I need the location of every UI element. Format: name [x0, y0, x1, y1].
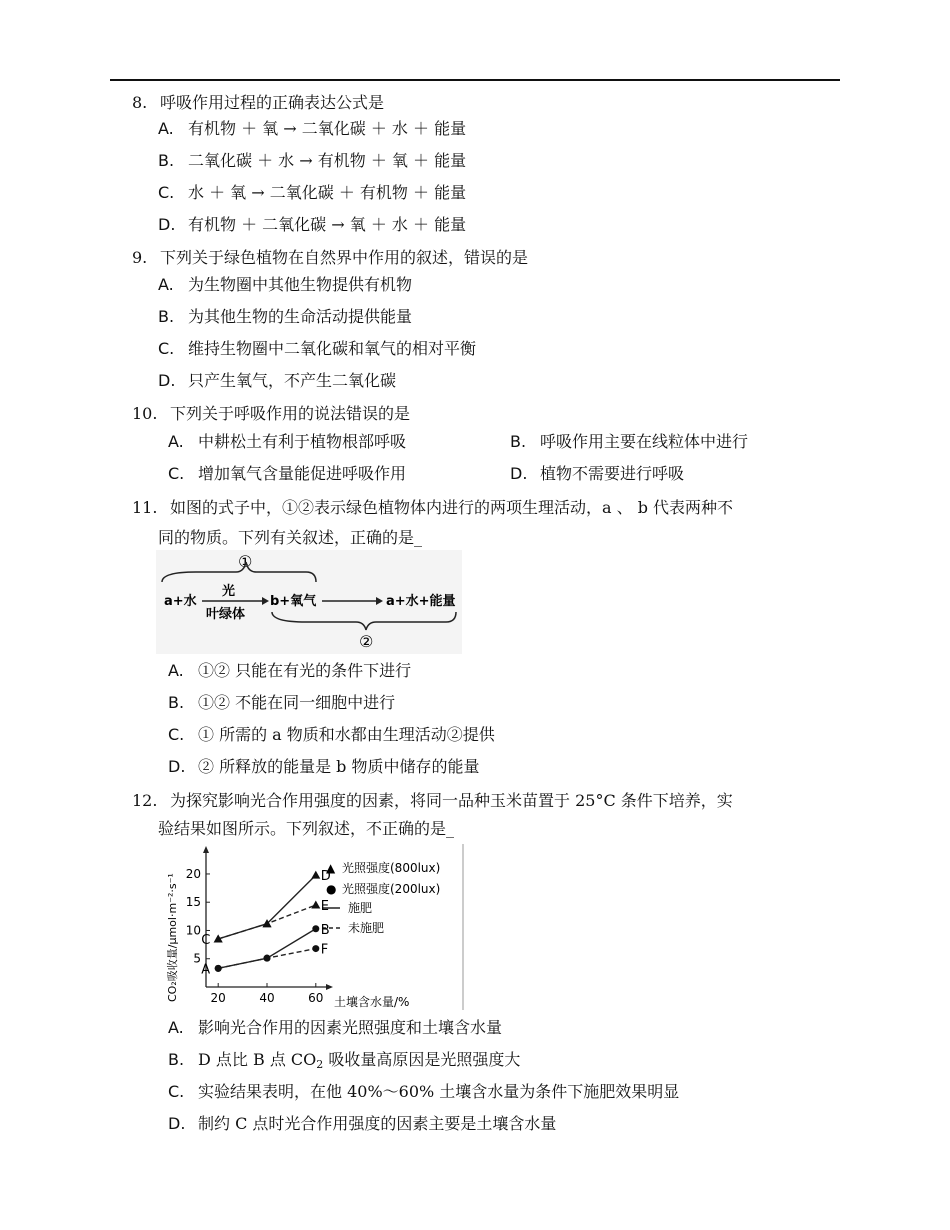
q8-number: 8.	[132, 93, 148, 112]
q12-number: 12.	[132, 791, 158, 810]
y-tick-label-10: 10	[185, 923, 201, 938]
header-rule	[110, 79, 840, 81]
q10-stem: 10. 下列关于呼吸作用的说法错误的是	[132, 404, 411, 423]
q9-stem: 9. 下列关于绿色植物在自然界中作用的叙述，错误的是	[132, 248, 529, 267]
fig-arrow-bottom: 叶绿体	[206, 607, 246, 622]
x-tick-label-60: 60	[308, 991, 324, 1005]
q8-option-c[interactable]: C. 水 ＋ 氧 → 二氧化碳 ＋ 有机物 ＋ 能量	[158, 183, 467, 202]
x-tick-label-40: 40	[259, 991, 275, 1005]
arrow-1-head	[262, 597, 269, 605]
q12-chart	[158, 842, 468, 1012]
q8-option-b[interactable]: B. 二氧化碳 ＋ 水 → 有机物 ＋ 氧 ＋ 能量	[158, 151, 467, 170]
q12-option-c[interactable]: C. 实验结果表明，在他 40%～60% 土壤含水量为条件下施肥效果明显	[168, 1082, 680, 1101]
q9-option-c[interactable]: C. 维持生物圈中二氧化碳和氧气的相对平衡	[158, 339, 477, 358]
chart-ylabel: CO₂吸收量/μmol·m⁻²·s⁻¹	[166, 873, 179, 1002]
q11-stem-line2: 同的物质。下列有关叙述，正确的是_	[158, 528, 423, 547]
legend-unfertilized: 未施肥	[348, 921, 385, 935]
point-0-2	[311, 871, 320, 879]
legend-fertilized: 施肥	[348, 901, 373, 915]
y-tick-label-5: 5	[193, 951, 201, 966]
arrow-2-head	[376, 597, 383, 605]
q10-number: 10.	[132, 404, 158, 423]
legend-marker-circle: ●	[326, 882, 337, 896]
point-label-E: E	[320, 899, 330, 915]
q12-stem-line2: 验结果如图所示。下列叙述，不正确的是_	[158, 819, 455, 838]
y-tick-label-20: 20	[185, 866, 201, 881]
point-label-B: B	[320, 922, 330, 938]
brace-bottom	[272, 612, 456, 630]
y-axis-arrow	[203, 846, 209, 853]
x-axis-arrow	[326, 984, 333, 990]
point-3-2	[312, 945, 319, 952]
q10-option-d[interactable]: D. 植物不需要进行呼吸	[510, 464, 685, 483]
q11-diagram	[156, 550, 462, 654]
series-line-0	[218, 875, 316, 939]
chart-xlabel: 土壤含水量/%	[334, 995, 410, 1009]
q9-option-b[interactable]: B. 为其他生物的生命活动提供能量	[158, 307, 413, 326]
point-label-C: C	[201, 932, 211, 948]
point-label-D: D	[320, 869, 331, 885]
q11-stem: 11. 如图的式子中，①②表示绿色植物体内进行的两项生理活动，a 、 b 代表两种不	[132, 498, 734, 517]
q9-option-d[interactable]: D. 只产生氧气，不产生二氧化碳	[158, 371, 397, 390]
fig-left: a+水	[164, 594, 197, 609]
x-tick-label-20: 20	[210, 991, 226, 1005]
fig-label-1: ①	[238, 552, 253, 571]
q12-option-d[interactable]: D. 制约 C 点时光合作用强度的因素主要是土壤含水量	[168, 1114, 557, 1133]
y-tick-label-15: 15	[185, 895, 201, 910]
point-1-2	[311, 901, 320, 909]
point-3-0	[215, 965, 222, 972]
q10-option-c[interactable]: C. 增加氧气含量能促进呼吸作用	[168, 464, 407, 483]
q8-stem: 8. 呼吸作用过程的正确表达公式是	[132, 93, 385, 112]
fig-middle: b+氧气	[270, 594, 317, 609]
point-2-2	[312, 925, 319, 932]
point-label-F: F	[320, 942, 329, 958]
point-label-A: A	[201, 962, 211, 978]
q11-number: 11.	[132, 498, 158, 517]
fig-arrow-top: 光	[222, 584, 236, 599]
co2-chart	[158, 842, 468, 1012]
q9-number: 9.	[132, 248, 148, 267]
q12-option-a[interactable]: A. 影响光合作用的因素光照强度和土壤含水量	[168, 1018, 503, 1037]
q11-option-c[interactable]: C. ① 所需的 a 物质和水都由生理活动②提供	[168, 725, 495, 744]
q10-option-a[interactable]: A. 中耕松土有利于植物根部呼吸	[168, 432, 407, 451]
legend-200lux: 光照强度(200lux)	[342, 882, 441, 896]
point-3-1	[264, 955, 271, 962]
legend-800lux: 光照强度(800lux)	[342, 861, 441, 875]
legend-marker-triangle: ▲	[326, 861, 336, 875]
chart-legend	[322, 860, 440, 935]
q11-option-a[interactable]: A. ①② 只能在有光的条件下进行	[168, 661, 412, 680]
q12-stem: 12. 为探究影响光合作用强度的因素，将同一品种玉米苗置于 25°C 条件下培养，实	[132, 791, 733, 810]
q11-option-d[interactable]: D. ② 所释放的能量是 b 物质中储存的能量	[168, 757, 480, 776]
q12-option-b[interactable]: B. D 点比 B 点 $CO_2$ 吸收量高原因是光照强度大	[168, 1050, 521, 1071]
q11-figure	[156, 550, 462, 654]
q8-option-d[interactable]: D. 有机物 ＋ 二氧化碳 → 氧 ＋ 水 ＋ 能量	[158, 215, 467, 234]
q9-option-a[interactable]: A. 为生物圈中其他生物提供有机物	[158, 275, 413, 294]
q8-option-a[interactable]: A. 有机物 ＋ 氧 → 二氧化碳 ＋ 水 ＋ 能量	[158, 119, 467, 138]
q11-option-b[interactable]: B. ①② 不能在同一细胞中进行	[168, 693, 396, 712]
fig-right: a+水+能量	[386, 594, 456, 609]
q10-option-b[interactable]: B. 呼吸作用主要在线粒体中进行	[510, 432, 749, 451]
fig-label-2: ②	[359, 632, 374, 651]
